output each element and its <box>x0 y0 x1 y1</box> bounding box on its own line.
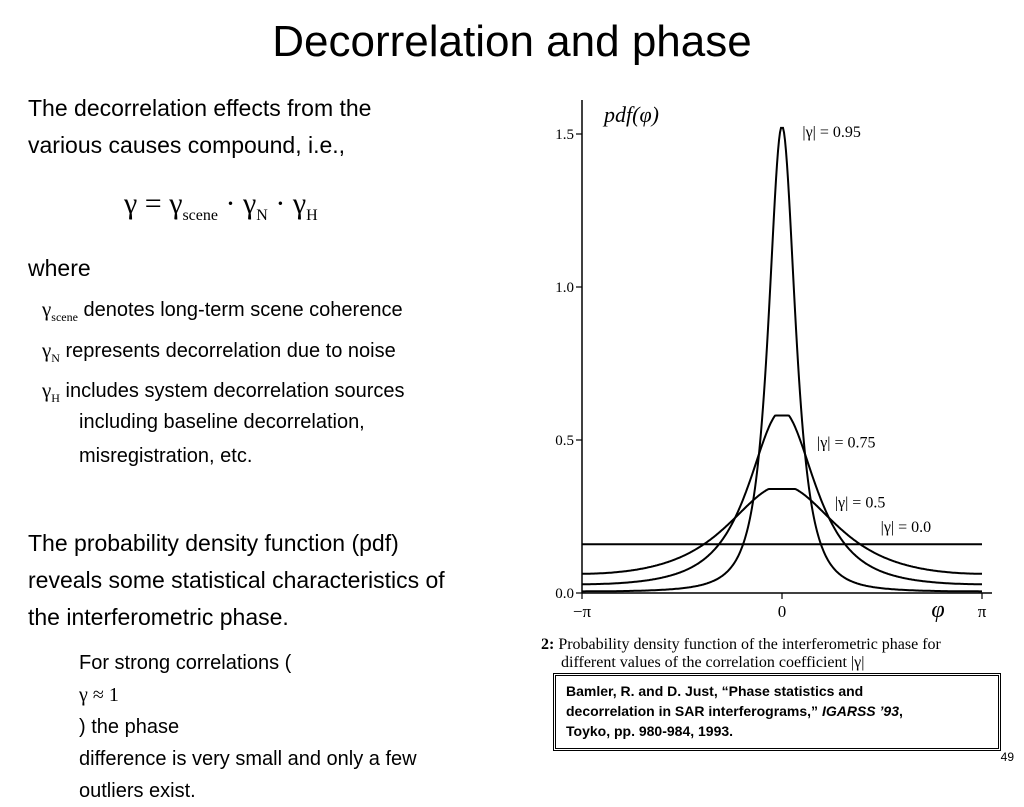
x-tick-label: 0 <box>777 602 787 621</box>
formula-sub-noise: N <box>256 207 268 224</box>
bullet-noise-sub: N <box>51 351 60 366</box>
formula-lhs: γ <box>124 187 138 220</box>
where-label: where <box>28 255 91 281</box>
reference-line-3: Toyko, pp. 980-984, 1993. <box>566 723 734 739</box>
bullet-noise-gamma: γ <box>42 338 52 362</box>
formula-equals: = <box>144 187 162 220</box>
y-tick-label: 1.5 <box>555 127 574 143</box>
y-axis-label: pdf(φ) <box>604 102 659 127</box>
reference-venue: IGARSS ’93 <box>821 703 899 719</box>
strong-line-2: difference is very small and only a few <box>79 748 417 770</box>
series-label-1: |γ| = 0.75 <box>817 434 876 452</box>
intro-paragraph <box>28 90 371 164</box>
series-curve-1 <box>582 416 982 585</box>
reference-line-2 <box>566 701 988 721</box>
pdf-line-1: The probability density function (pdf) <box>28 530 399 556</box>
caption-line-2: different values of the correlation coefficient |γ| <box>561 654 865 671</box>
bullet-system-symbol <box>42 378 60 406</box>
strong-post: ) the phase <box>79 716 180 738</box>
bullet-system-text: includes system decorrelation sources <box>65 380 405 402</box>
formula-dot-2: · <box>275 187 286 220</box>
strong-line-3: outliers exist. <box>79 780 196 802</box>
formula-sub-h: H <box>306 207 318 224</box>
bullet-system-cont-1: including baseline decorrelation, <box>79 411 365 433</box>
x-tick-label: π <box>977 602 987 621</box>
formula-gamma-noise: γ <box>242 187 257 220</box>
bullet-system-cont-2: misregistration, etc. <box>79 445 253 467</box>
pdf-paragraph <box>28 525 445 636</box>
formula-gamma-h: γ <box>292 187 307 220</box>
bullet-scene-sub: scene <box>51 310 78 325</box>
figure-caption <box>541 636 1021 672</box>
bullet-noise-text: represents decorrelation due to noise <box>65 340 396 362</box>
pdf-line-3: the interferometric phase. <box>28 604 289 630</box>
y-tick-label: 1.0 <box>555 280 574 296</box>
strong-pre: For strong correlations ( <box>79 652 292 674</box>
bullet-noise <box>42 336 396 372</box>
x-tick-label: −π <box>572 602 592 621</box>
bullet-scene-gamma: γ <box>42 297 52 321</box>
bullet-noise-symbol <box>42 338 60 366</box>
reference-line-2-pre: decorrelation in SAR interferograms,” <box>566 703 819 719</box>
bullet-system-gamma: γ <box>42 378 52 402</box>
strong-symbol: γ ≈ 1 <box>79 684 119 706</box>
formula-gamma-scene: γ <box>169 187 183 220</box>
bullet-system-continuation <box>79 405 365 473</box>
formula-sub-scene: scene <box>182 207 218 224</box>
reference-line-2-post: , <box>898 703 903 719</box>
strong-correlation-note <box>79 647 417 807</box>
slide-title: Decorrelation and phase <box>272 17 752 66</box>
pdf-line-2: reveals some statistical characteristics of <box>28 567 445 593</box>
bullet-scene <box>42 295 403 331</box>
series-label-3: |γ| = 0.0 <box>880 518 932 536</box>
bullet-scene-text: denotes long-term scene coherence <box>83 299 403 321</box>
reference-box <box>553 673 1001 751</box>
bullet-scene-symbol <box>42 297 78 325</box>
page-number: 49 <box>1000 750 1014 764</box>
formula-dot-1: · <box>225 187 236 220</box>
bullet-system-sub: H <box>51 391 60 406</box>
strong-line-1 <box>79 647 417 743</box>
reference-line-1: Bamler, R. and D. Just, “Phase statistics and <box>566 683 864 699</box>
coherence-formula <box>124 187 318 225</box>
y-tick-label: 0.5 <box>555 433 574 449</box>
x-axis-label: φ <box>931 597 945 623</box>
intro-line-1: The decorrelation effects from the <box>28 95 372 121</box>
pdf-chart <box>520 95 1015 630</box>
caption-number: 2: <box>541 636 555 653</box>
y-tick-label: 0.0 <box>555 586 574 602</box>
caption-line-1: Probability density function of the interferometric phase for <box>558 636 941 653</box>
series-label-0: |γ| = 0.95 <box>802 124 861 142</box>
intro-line-2: various causes compound, i.e., <box>28 132 346 158</box>
series-label-2: |γ| = 0.5 <box>834 494 886 512</box>
